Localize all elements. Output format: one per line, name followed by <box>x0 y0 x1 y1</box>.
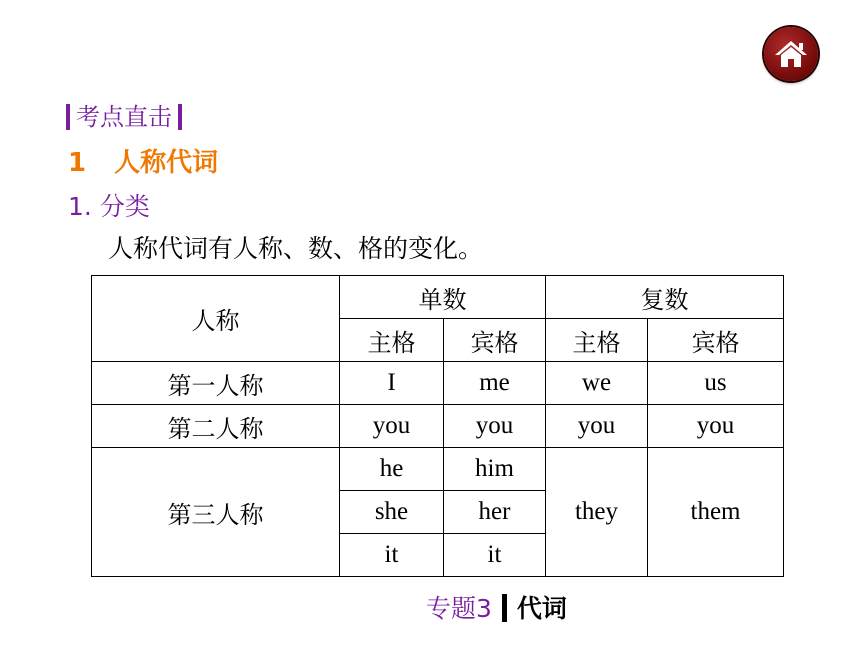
table-header-row <box>92 276 784 319</box>
tag-right-bar <box>178 104 182 130</box>
heading-classification <box>68 194 150 219</box>
plural-subject-header: 主格 <box>546 319 648 362</box>
third-pl-object: them <box>648 448 784 577</box>
third-pl-subject: they <box>546 448 648 577</box>
plural-object-header: 宾格 <box>648 319 784 362</box>
footer-title: 代词 <box>516 593 567 623</box>
table-row <box>92 362 784 405</box>
heading1-text: 人称代词 <box>114 148 219 178</box>
third-sg-subject-he: he <box>340 448 444 491</box>
footer <box>426 594 567 622</box>
table-row <box>92 405 784 448</box>
first-sg-object: me <box>444 362 546 405</box>
section-tag-label: 考点直击 <box>76 103 172 131</box>
footer-topic: 专题3 <box>426 593 492 623</box>
intro-text: 人称代词有人称、数、格的变化。 <box>108 234 484 263</box>
home-button[interactable] <box>764 27 818 81</box>
tag-left-bar <box>66 104 70 130</box>
second-sg-object: you <box>444 405 546 448</box>
heading-personal-pronouns <box>68 150 218 176</box>
heading2-number: 1. <box>68 192 92 221</box>
second-pl-object: you <box>648 405 784 448</box>
pronoun-table <box>91 275 784 577</box>
second-person-label: 第二人称 <box>92 405 340 448</box>
singular-header: 单数 <box>340 276 546 319</box>
section-tag <box>66 104 182 130</box>
first-sg-subject: I <box>340 362 444 405</box>
third-sg-object-it: it <box>444 534 546 577</box>
second-pl-subject: you <box>546 405 648 448</box>
first-pl-object: us <box>648 362 784 405</box>
singular-subject-header: 主格 <box>340 319 444 362</box>
singular-object-header: 宾格 <box>444 319 546 362</box>
plural-header: 复数 <box>546 276 784 319</box>
third-sg-object-him: him <box>444 448 546 491</box>
third-sg-subject-she: she <box>340 491 444 534</box>
heading1-number: 1 <box>68 148 87 178</box>
first-person-label: 第一人称 <box>92 362 340 405</box>
third-sg-object-her: her <box>444 491 546 534</box>
table-row <box>92 448 784 491</box>
third-person-label: 第三人称 <box>92 448 340 577</box>
first-pl-subject: we <box>546 362 648 405</box>
home-icon <box>774 39 808 69</box>
person-header: 人称 <box>92 276 340 362</box>
footer-divider <box>502 594 507 622</box>
second-sg-subject: you <box>340 405 444 448</box>
third-sg-subject-it: it <box>340 534 444 577</box>
heading2-text: 分类 <box>99 192 150 221</box>
